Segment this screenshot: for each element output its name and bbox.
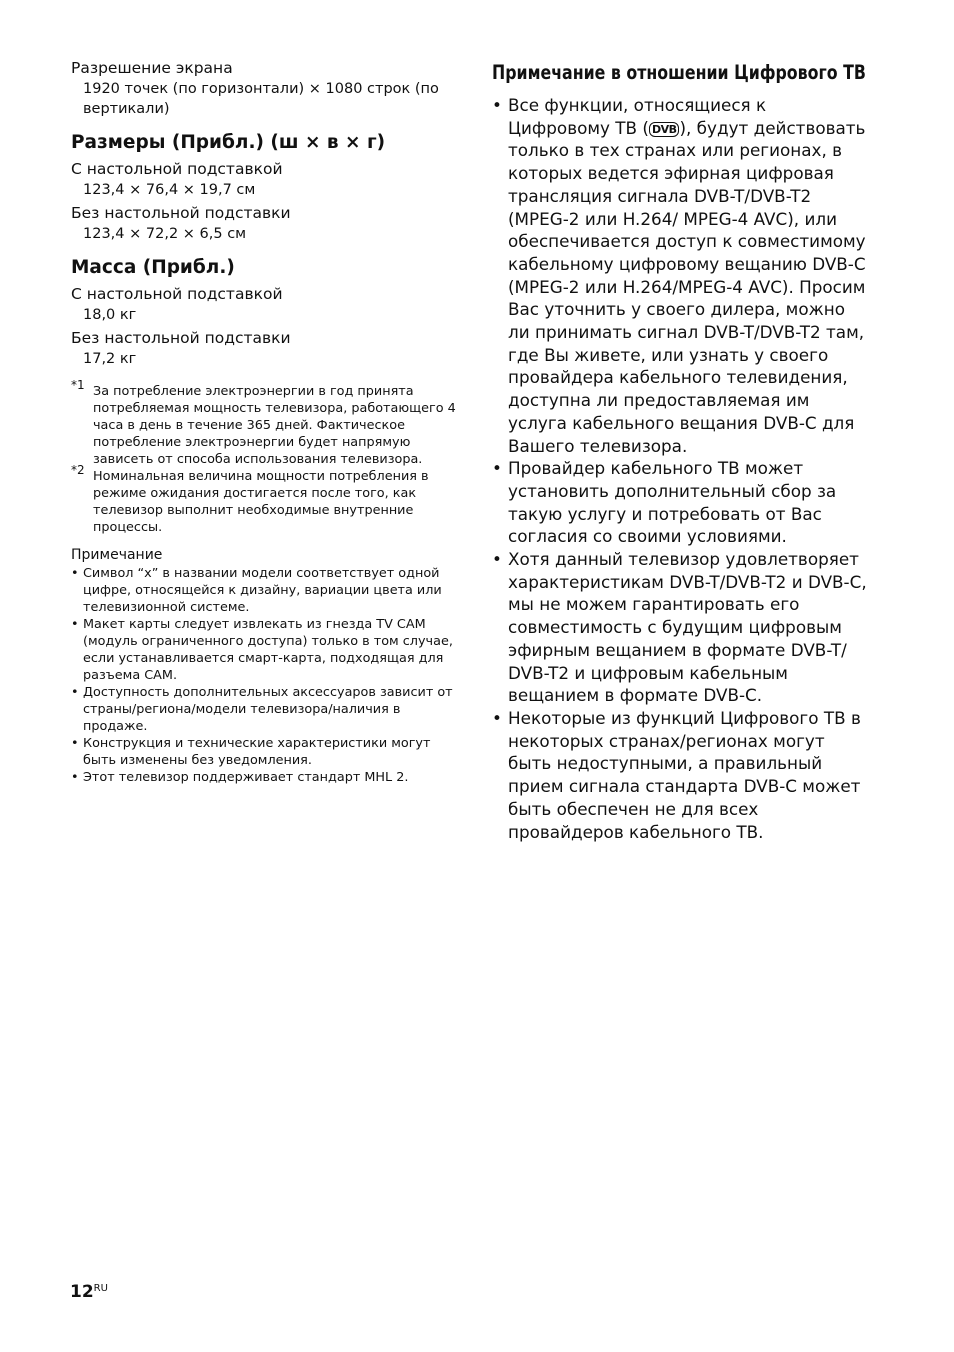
mass-without-stand-label: Без настольной подставки xyxy=(71,329,291,347)
item-text-end: ), будут действовать только в тех странах или регионах, в которых ведется эфирная цифровая трансляция сигнала DVB-T/DVB-T2 (MPEG-2 или H.264/ MPEG-4 AVC), или обеспечивается доступ к совместимому кабельному цифровому вещанию DVB-C (MPEG-2 или H.264/MPEG-4 AVC). Просим Вас уточнить у своего дилера, можно ли принимать сигнал DVB-T/DVB-T2 там, где Вы живете, или узнать у своего провайдера кабельного телевидения, доступна ли предоставляемая им услуга кабельного вещания DVB-C для Вашего телевизора. xyxy=(508,117,866,456)
note-list xyxy=(71,565,456,786)
list-item: • Этот телевизор поддерживает стандарт MHL 2. xyxy=(71,769,456,786)
right-column xyxy=(492,58,870,843)
footnote-2 xyxy=(71,463,456,536)
page-number xyxy=(70,1282,108,1302)
dimensions-with-stand-label: С настольной подставкой xyxy=(71,160,283,178)
page-number-value: 12 xyxy=(70,1282,94,1302)
footnote-mark: *1 xyxy=(71,378,85,392)
list-item: • Провайдер кабельного ТВ может установить дополнительный сбор за такую услугу и потребовать от Вас согласия со своими условиями. xyxy=(492,457,870,548)
list-item: • Макет карты следует извлекать из гнезда TV CAM (модуль ограниченного доступа) только в том случае, если устанавливается смарт-карта, подходящая для разъема CAM. xyxy=(71,616,456,684)
item-text-start: Все функции, относящиеся к Цифровому ТВ ( xyxy=(508,95,767,138)
list-item xyxy=(492,94,870,457)
footnote-text: Номинальная величина мощности потребления в режиме ожидания достигается после того, как телевизор выполнит необходимые внутренние процессы. xyxy=(93,469,429,535)
dimensions-without-stand xyxy=(71,203,456,244)
note-heading: Примечание xyxy=(71,547,163,563)
footnote-1 xyxy=(71,378,456,468)
list-item: • Доступность дополнительных аксессуаров зависит от страны/региона/модели телевизора/наличия в продаже. xyxy=(71,684,456,735)
dimensions-with-stand xyxy=(71,159,456,200)
footnote-mark: *2 xyxy=(71,463,85,477)
dimensions-heading: Размеры (Прибл.) (ш × в × г) xyxy=(71,132,386,153)
footnote-text: За потребление электроэнергии в год принята потребляемая мощность телевизора, работающего 4 часа в день в течение 365 дней. Фактическое потребление электроэнергии будет напрямую зависеть от способа использования телевизора. xyxy=(93,384,456,467)
dimensions-without-stand-label: Без настольной подставки xyxy=(71,204,291,222)
dvb-logo-icon: DVB xyxy=(649,122,680,137)
list-item: • Некоторые из функций Цифрового ТВ в некоторых странах/регионах могут быть недоступными, а правильный прием сигнала стандарта DVB-C может быть обеспечен не для всех провайдеров кабельного ТВ. xyxy=(492,707,870,843)
mass-with-stand-value: 18,0 кг xyxy=(83,307,137,323)
resolution-value: 1920 точек (по горизонтали) × 1080 строк (по вертикали) xyxy=(83,81,439,117)
page-language-suffix: RU xyxy=(93,1283,108,1294)
digital-tv-heading: Примечание в отношении Цифрового ТВ xyxy=(492,61,866,84)
list-item: • Символ “x” в названии модели соответствует одной цифре, относящейся к дизайну, вариации цвета или телевизионной системе. xyxy=(71,565,456,616)
mass-without-stand xyxy=(71,328,456,369)
resolution-spec xyxy=(71,58,456,119)
digital-tv-notes xyxy=(492,94,870,843)
list-item: • Конструкция и технические характеристики могут быть изменены без уведомления. xyxy=(71,735,456,769)
resolution-label: Разрешение экрана xyxy=(71,59,233,77)
mass-with-stand xyxy=(71,284,456,325)
list-item: • Хотя данный телевизор удовлетворяет характеристикам DVB-T/DVB-T2 и DVB-C, мы не можем гарантировать его совместимость с будущим цифровым эфирным вещанием в формате DVB-T/ DVB-T2 и цифровым кабельным вещанием в формате DVB-C. xyxy=(492,548,870,707)
footnotes xyxy=(71,378,456,536)
dimensions-without-stand-value: 123,4 × 72,2 × 6,5 см xyxy=(83,226,247,242)
mass-without-stand-value: 17,2 кг xyxy=(83,351,137,367)
dimensions-with-stand-value: 123,4 × 76,4 × 19,7 см xyxy=(83,182,256,198)
left-column xyxy=(71,58,456,786)
mass-with-stand-label: С настольной подставкой xyxy=(71,285,283,303)
mass-heading: Масса (Прибл.) xyxy=(71,257,235,278)
